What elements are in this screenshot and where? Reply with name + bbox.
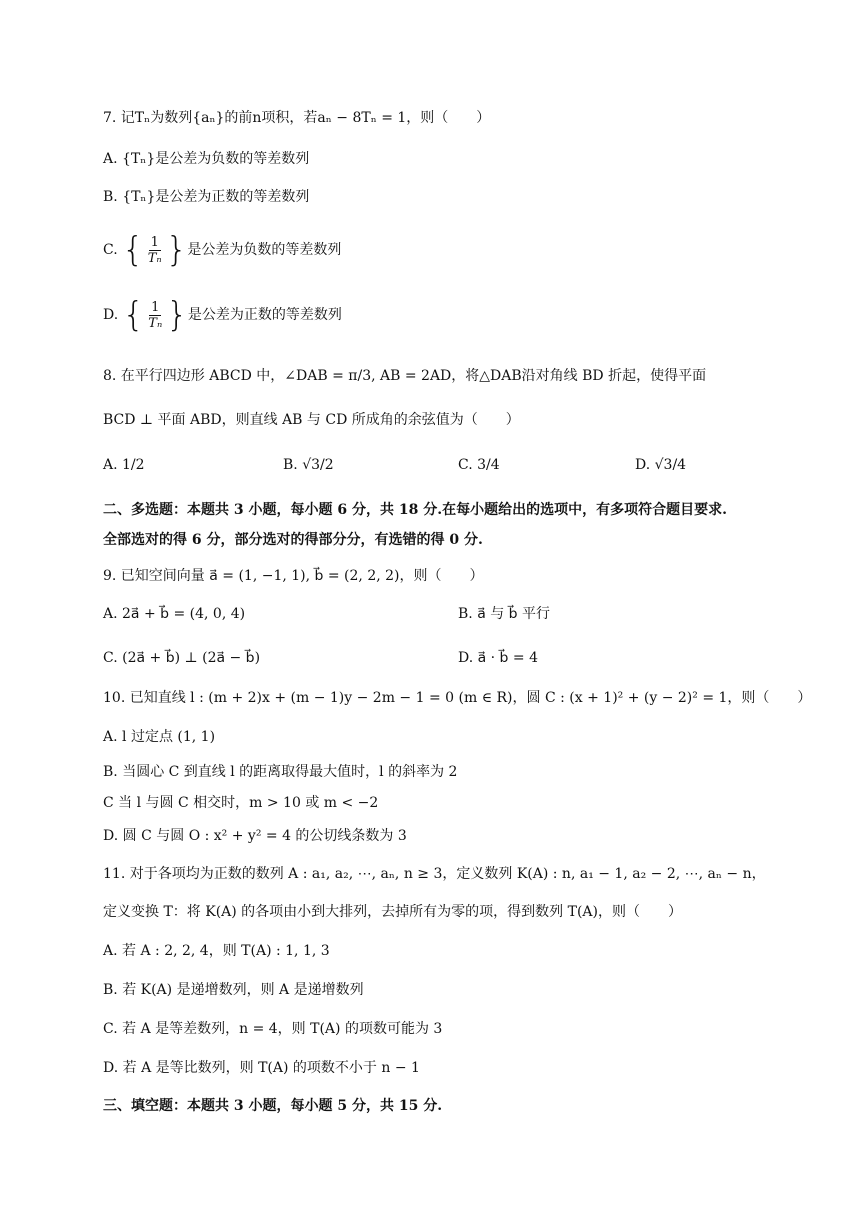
q10-option-d: D. 圆 C 与圆 O : x² + y² = 4 的公切线条数为 3 [103, 828, 407, 844]
q10-stem: 10. 已知直线 l : (m + 2)x + (m − 1)y − 2m − 1 = 0 (m ∈ R)，圆 C : (x + 1)² + (y − 2)² = 1，则（ ） [103, 690, 812, 706]
q8-option-d: D. √3/4 [635, 457, 687, 473]
q11-option-a: A. 若 A : 2, 2, 4，则 T(A) : 1, 1, 3 [103, 943, 330, 959]
fraction-denominator: Tₙ [147, 250, 162, 266]
q7-option-c [103, 228, 341, 272]
q9-stem: 9. 已知空间向量 a⃗ = (1, −1, 1), b⃗ = (2, 2, 2)，则（ ） [103, 568, 484, 584]
q8-option-b: B. √3/2 [283, 457, 334, 473]
q7-option-b: B. {Tₙ}是公差为正数的等差数列 [103, 189, 310, 205]
q8-stem-line1: 8. 在平行四边形 ABCD 中，∠DAB = π/3, AB = 2AD，将△DAB沿对角线 BD 折起，使得平面 [103, 368, 707, 384]
q11-option-c: C. 若 A 是等差数列，n = 4，则 T(A) 的项数可能为 3 [103, 1021, 443, 1037]
fraction-numerator: 1 [150, 234, 159, 250]
fraction-numerator: 1 [151, 299, 160, 315]
section2-heading-line2: 全部选对的得 6 分，部分选对的得部分分，有选错的得 0 分. [103, 532, 483, 548]
q7-option-a: A. {Tₙ}是公差为负数的等差数列 [103, 151, 310, 167]
q7-option-d-label: D. [103, 307, 119, 323]
q7-stem: 7. 记Tₙ为数列{aₙ}的前n项积，若aₙ − 8Tₙ = 1，则（ ） [103, 110, 491, 126]
q8-option-c: C. 3/4 [458, 457, 500, 473]
q11-option-d: D. 若 A 是等比数列，则 T(A) 的项数不小于 n − 1 [103, 1060, 420, 1076]
fraction-denominator: Tₙ [148, 315, 163, 331]
q7-option-c-text: 是公差为负数的等差数列 [187, 242, 342, 258]
q10-option-a: A. l 过定点 (1, 1) [103, 729, 216, 745]
section2-heading-line1: 二、多选题：本题共 3 小题，每小题 6 分，共 18 分.在每小题给出的选项中，有多项符合题目要求. [103, 502, 727, 518]
q7-option-c-label: C. [103, 242, 118, 258]
q9-option-d: D. a⃗ · b⃗ = 4 [458, 650, 538, 666]
q8-option-a: A. 1/2 [103, 457, 145, 473]
q11-stem-line1: 11. 对于各项均为正数的数列 A : a₁, a₂, ⋯, aₙ, n ≥ 3，定义数列 K(A) : n, a₁ − 1, a₂ − 2, ⋯, aₙ − n， [103, 866, 766, 882]
right-brace: } [166, 295, 188, 335]
left-brace: { [122, 295, 145, 335]
q10-option-b: B. 当圆心 C 到直线 l 的距离取得最大值时，l 的斜率为 2 [103, 764, 458, 780]
q9-option-c: C. (2a⃗ + b⃗) ⊥ (2a⃗ − b⃗) [103, 650, 261, 666]
q9-option-b: B. a⃗ 与 b⃗ 平行 [458, 606, 551, 622]
fraction [146, 235, 164, 266]
q10-option-c: C 当 l 与圆 C 相交时，m > 10 或 m < −2 [103, 795, 379, 811]
right-brace: } [165, 230, 188, 270]
section3-heading: 三、填空题：本题共 3 小题，每小题 5 分，共 15 分. [103, 1098, 443, 1114]
q7-option-d-text: 是公差为正数的等差数列 [187, 307, 342, 323]
q7-option-d [103, 293, 342, 337]
q8-stem-line2: BCD ⊥ 平面 ABD，则直线 AB 与 CD 所成角的余弦值为（ ） [103, 412, 520, 428]
q11-stem-line2: 定义变换 T：将 K(A) 的各项由小到大排列，去掉所有为零的项，得到数列 T(A)，则（ ） [103, 904, 683, 920]
q9-option-a: A. 2a⃗ + b⃗ = (4, 0, 4) [103, 606, 246, 622]
left-brace: { [122, 230, 144, 270]
q11-option-b: B. 若 K(A) 是递增数列，则 A 是递增数列 [103, 982, 364, 998]
fraction [146, 300, 164, 331]
